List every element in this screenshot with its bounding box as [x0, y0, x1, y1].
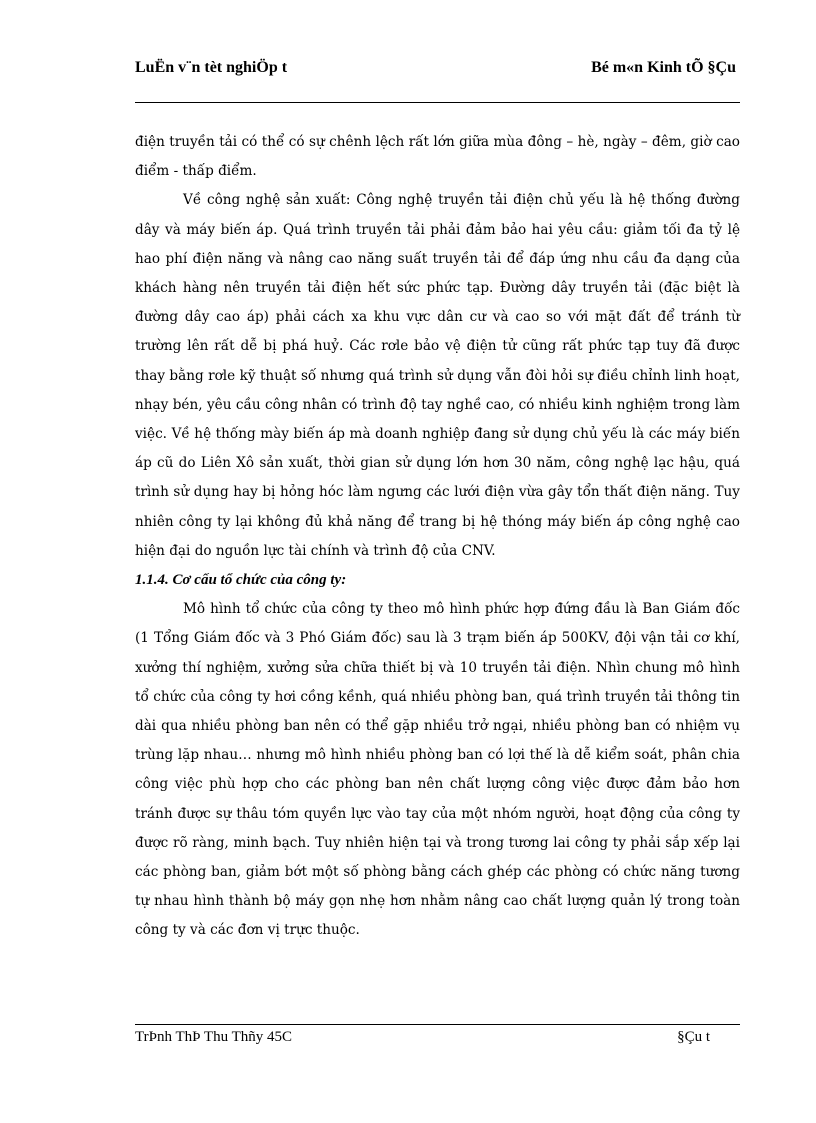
paragraph-production-technology: Về công nghệ sản xuất: Công nghệ truyền tải điện chủ yếu là hệ thống đường dây và máy biến áp. Quá trình truyền tải phải đảm bảo hai yêu cầu: giảm tối đa tỷ lệ hao phí điện năng và nâng cao năng suất truyền tải để đáp ứng nhu cầu đa dạng của khách hàng nên truyền tải điện hết sức phức tạp. Đường dây truyền tải (đặc biệt là đường dây cao áp) phải cách xa khu vực dân cư và cao so với mặt đất để tránh từ trường lên rất dễ bị phá huỷ. Các rơle bảo vệ điện tử cũng rất phức tạp tuy đã được thay bằng rơle kỹ thuật số nhưng quá trình sử dụng vẫn đòi hỏi sự điều chỉnh linh hoạt, nhạy bén, yêu cầu công nhân có trình độ tay nghề cao, có nhiều kinh nghiệm trong làm việc. Về hệ thống mày biến áp mà doanh nghiệp đang sử dụng chủ yếu là các máy biến áp cũ do Liên Xô sản xuất, thời gian sử dụng lớn hơn 30 năm, công nghệ lạc hậu, quá trình sử dụng hay bị hỏng hóc làm ngưng các lưới điện vừa gây tổn thất điện năng. Tuy nhiên công ty lại không đủ khả năng để trang bị hệ thóng máy biến áp công nghệ cao hiện đại do nguồn lực tài chính và trình độ của CNV. [135, 192, 740, 559]
footer-author: TrÞnh ThÞ Thu Thñy 45C [135, 1029, 292, 1045]
header-department: Bé m«n Kinh tÕ §Çu [591, 59, 736, 76]
footer-department: §Çu t [677, 1029, 710, 1045]
header-thesis-title: LuËn v¨n tèt nghiÖp t [135, 59, 288, 76]
paragraph-continuation: điện truyền tải có thể có sự chênh lệch rất lớn giữa mùa đông – hè, ngày – đêm, giờ cao điểm - thấp điểm. [135, 134, 740, 180]
document-body [135, 128, 740, 946]
page-footer [135, 1024, 740, 1045]
section-heading: 1.1.4. Cơ cấu tổ chức của công ty: [135, 572, 347, 589]
page-header [135, 58, 740, 103]
paragraph-organization-structure: Mô hình tổ chức của công ty theo mô hình phức hợp đứng đầu là Ban Giám đốc (1 Tổng Giám đốc và 3 Phó Giám đốc) sau là 3 trạm biến áp 500KV, đội vận tải cơ khí, xưởng thí nghiệm, xưởng sửa chữa thiết bị và 10 truyền tải điện. Nhìn chung mô hình tổ chức của công ty hơi cồng kềnh, quá nhiều phòng ban, quá trình truyền tải thông tin dài qua nhiều phòng ban nên có thể gặp nhiều trở ngại, nhiều phòng ban có nhiệm vụ trùng lặp nhau… nhưng mô hình nhiều phòng ban có lợi thế là dễ kiểm soát, phân chia công việc phù hợp cho các phòng ban nên chất lượng công việc được đảm bảo hơn tránh được sự thâu tóm quyền lực vào tay của một nhóm người, hoạt động của công ty được rõ ràng, minh bạch. Tuy nhiên hiện tại và trong tương lai công ty phải sắp xếp lại các phòng ban, giảm bớt một số phòng bằng cách ghép các phòng có chức năng tương tự nhau hình thành bộ máy gọn nhẹ hơn nhằm nâng cao chất lượng quản lý trong toàn công ty và các đơn vị trực thuộc. [135, 601, 740, 939]
